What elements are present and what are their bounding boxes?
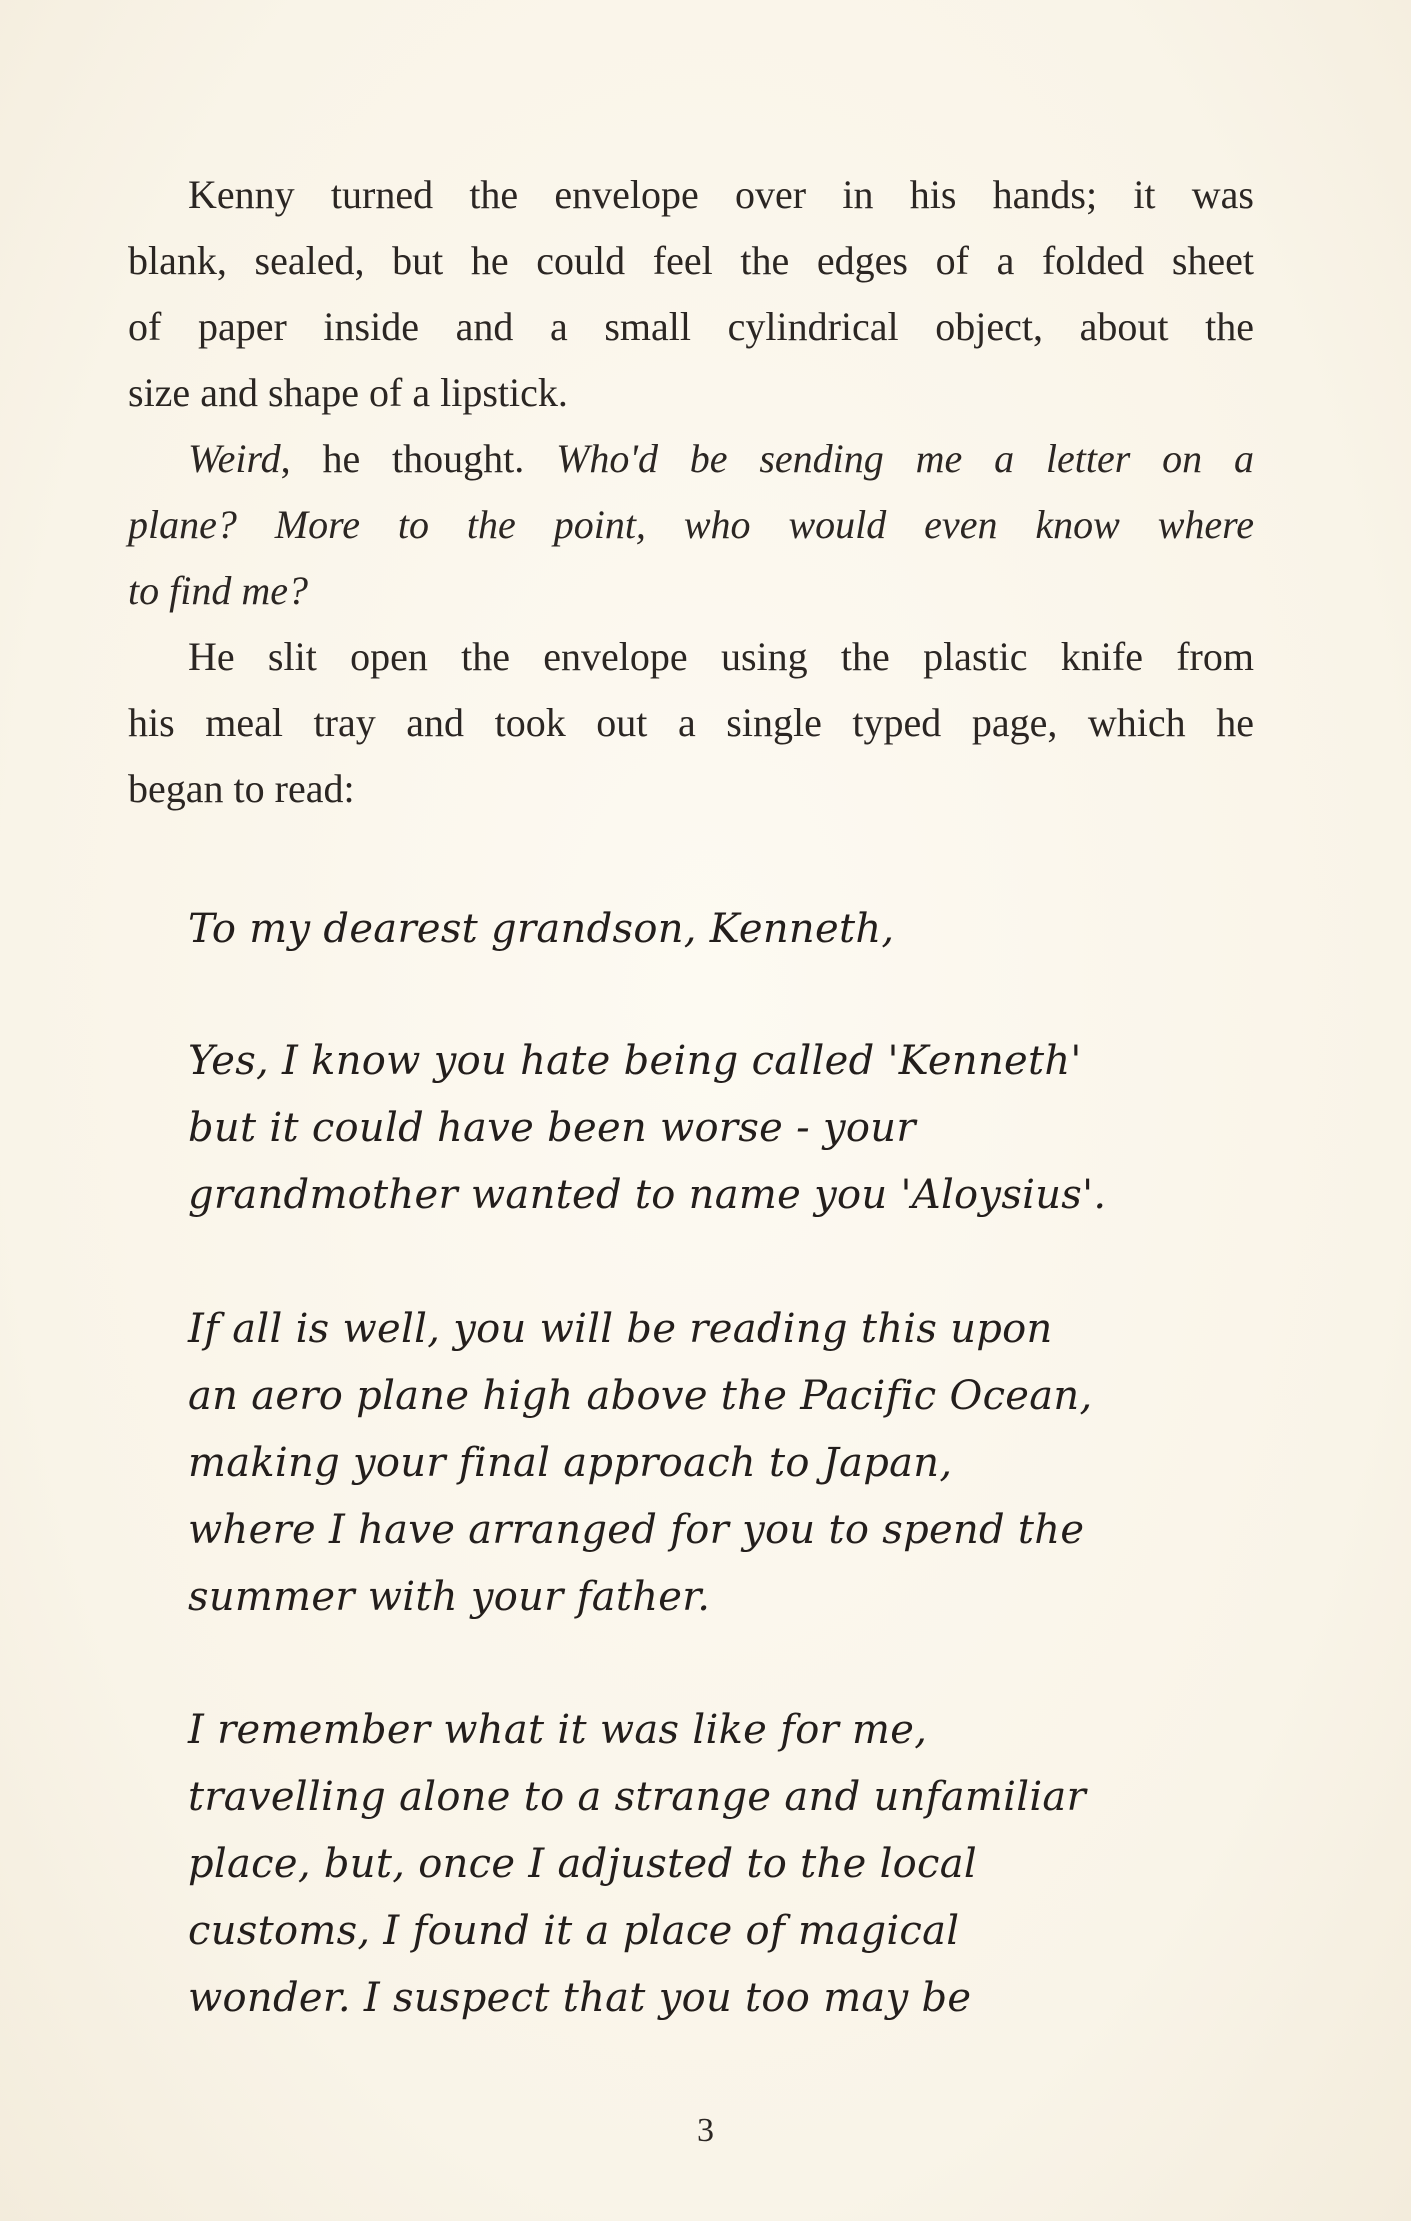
italic-text: Who'd be sending me a letter on a [556, 436, 1254, 481]
text-line: size and shape of a lipstick. [128, 370, 568, 415]
letter-paragraph [188, 1697, 1188, 2032]
text-line: plane? More to the point, who would even know where [128, 502, 1254, 547]
letter-paragraph [188, 1296, 1188, 1631]
text-line: Kenny turned the envelope over in his hands; it was [188, 172, 1254, 217]
italic-text: Weird [188, 436, 281, 481]
text-line: of paper inside and a small cylindrical object, about the [128, 304, 1254, 349]
letter-salutation [188, 896, 1188, 963]
letter-line: To my dearest grandson, Kenneth, [188, 906, 895, 952]
text-line: to find me? [128, 568, 308, 613]
plain-text: , he thought. [280, 436, 557, 481]
text-line: began to read: [128, 766, 355, 811]
letter-line: travelling alone to a strange and unfamiliar [188, 1774, 1086, 1820]
letter-line: If all is well, you will be reading this upon [188, 1306, 1053, 1352]
letter-line: making your final approach to Japan, [188, 1440, 953, 1486]
letter-line: an aero plane high above the Pacific Ocean, [188, 1373, 1093, 1419]
narrative-text [128, 162, 1254, 822]
page-number: 3 [697, 2112, 714, 2149]
letter-line: place, but, once I adjusted to the local [188, 1841, 977, 1887]
text-line [128, 426, 1254, 492]
letter-line: summer with your father. [188, 1574, 711, 1620]
text-line: blank, sealed, but he could feel the edges of a folded sheet [128, 238, 1254, 283]
letter-line: but it could have been worse - your [188, 1105, 916, 1151]
letter-line: I remember what it was like for me, [188, 1707, 928, 1753]
letter-line: wonder. I suspect that you too may be [188, 1975, 972, 2021]
text-line: his meal tray and took out a single typed page, which he [128, 700, 1254, 745]
letter-line: Yes, I know you hate being called 'Kenneth' [188, 1038, 1082, 1084]
text-line: He slit open the envelope using the plastic knife from [188, 634, 1254, 679]
letter-line: grandmother wanted to name you 'Aloysius'. [188, 1172, 1107, 1218]
letter-line: customs, I found it a place of magical [188, 1908, 960, 1954]
letter-line: where I have arranged for you to spend the [188, 1507, 1085, 1553]
letter-paragraph [188, 1028, 1188, 1229]
